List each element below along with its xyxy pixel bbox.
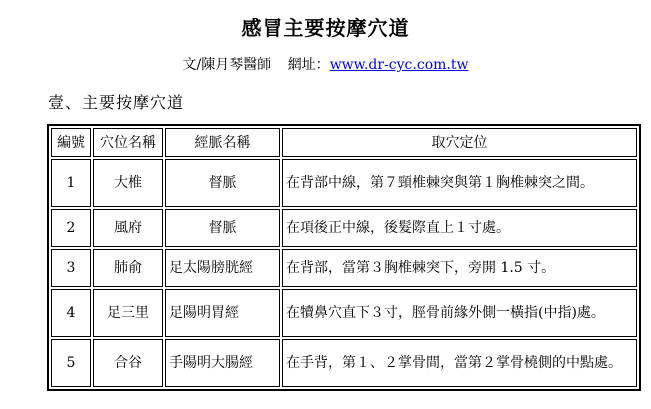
cell-meridian: 督脈	[165, 209, 280, 247]
website-label: 網址：	[287, 57, 330, 73]
acupoint-table	[47, 124, 641, 391]
cell-number: 2	[51, 209, 91, 247]
cell-number: 5	[51, 339, 91, 387]
cell-location: 在項後正中線，後髮際直上１寸處。	[282, 209, 637, 247]
table-row	[51, 289, 637, 337]
cell-point-name: 肺俞	[93, 249, 163, 287]
cell-number: 3	[51, 249, 91, 287]
header-location: 取穴定位	[282, 128, 637, 157]
byline	[0, 54, 651, 74]
cell-point-name: 足三里	[93, 289, 163, 337]
cell-point-name: 風府	[93, 209, 163, 247]
cell-number: 1	[51, 159, 91, 207]
cell-location: 在背部，當第３胸椎棘突下，旁開 1.5 寸。	[282, 249, 637, 287]
cell-location: 在手背，第１、２掌骨間，當第２掌骨橈側的中點處。	[282, 339, 637, 387]
page-title: 感冒主要按摩穴道	[241, 16, 410, 40]
cell-meridian: 足陽明胃經	[165, 289, 280, 337]
cell-meridian: 足太陽膀胱經	[165, 249, 280, 287]
cell-meridian: 督脈	[165, 159, 280, 207]
cell-meridian: 手陽明大腸經	[165, 339, 280, 387]
cell-number: 4	[51, 289, 91, 337]
cell-point-name: 合谷	[93, 339, 163, 387]
table-header-row	[51, 128, 637, 157]
cell-point-name: 大椎	[93, 159, 163, 207]
section-heading: 壹、主要按摩穴道	[48, 93, 185, 112]
cell-location: 在背部中線，第７頸椎棘突與第１胸椎棘突之間。	[282, 159, 637, 207]
website-link[interactable]: www.dr-cyc.com.tw	[329, 57, 469, 73]
header-number: 編號	[51, 128, 91, 157]
table-row	[51, 159, 637, 207]
cell-location: 在犢鼻穴直下３寸，脛骨前緣外側一橫指(中指)處。	[282, 289, 637, 337]
header-meridian: 經脈名稱	[165, 128, 280, 157]
author-name: 文/陳月琴醫師	[182, 57, 272, 73]
table-row	[51, 249, 637, 287]
table-row	[51, 209, 637, 247]
header-point-name: 穴位名稱	[93, 128, 163, 157]
table-row	[51, 339, 637, 387]
